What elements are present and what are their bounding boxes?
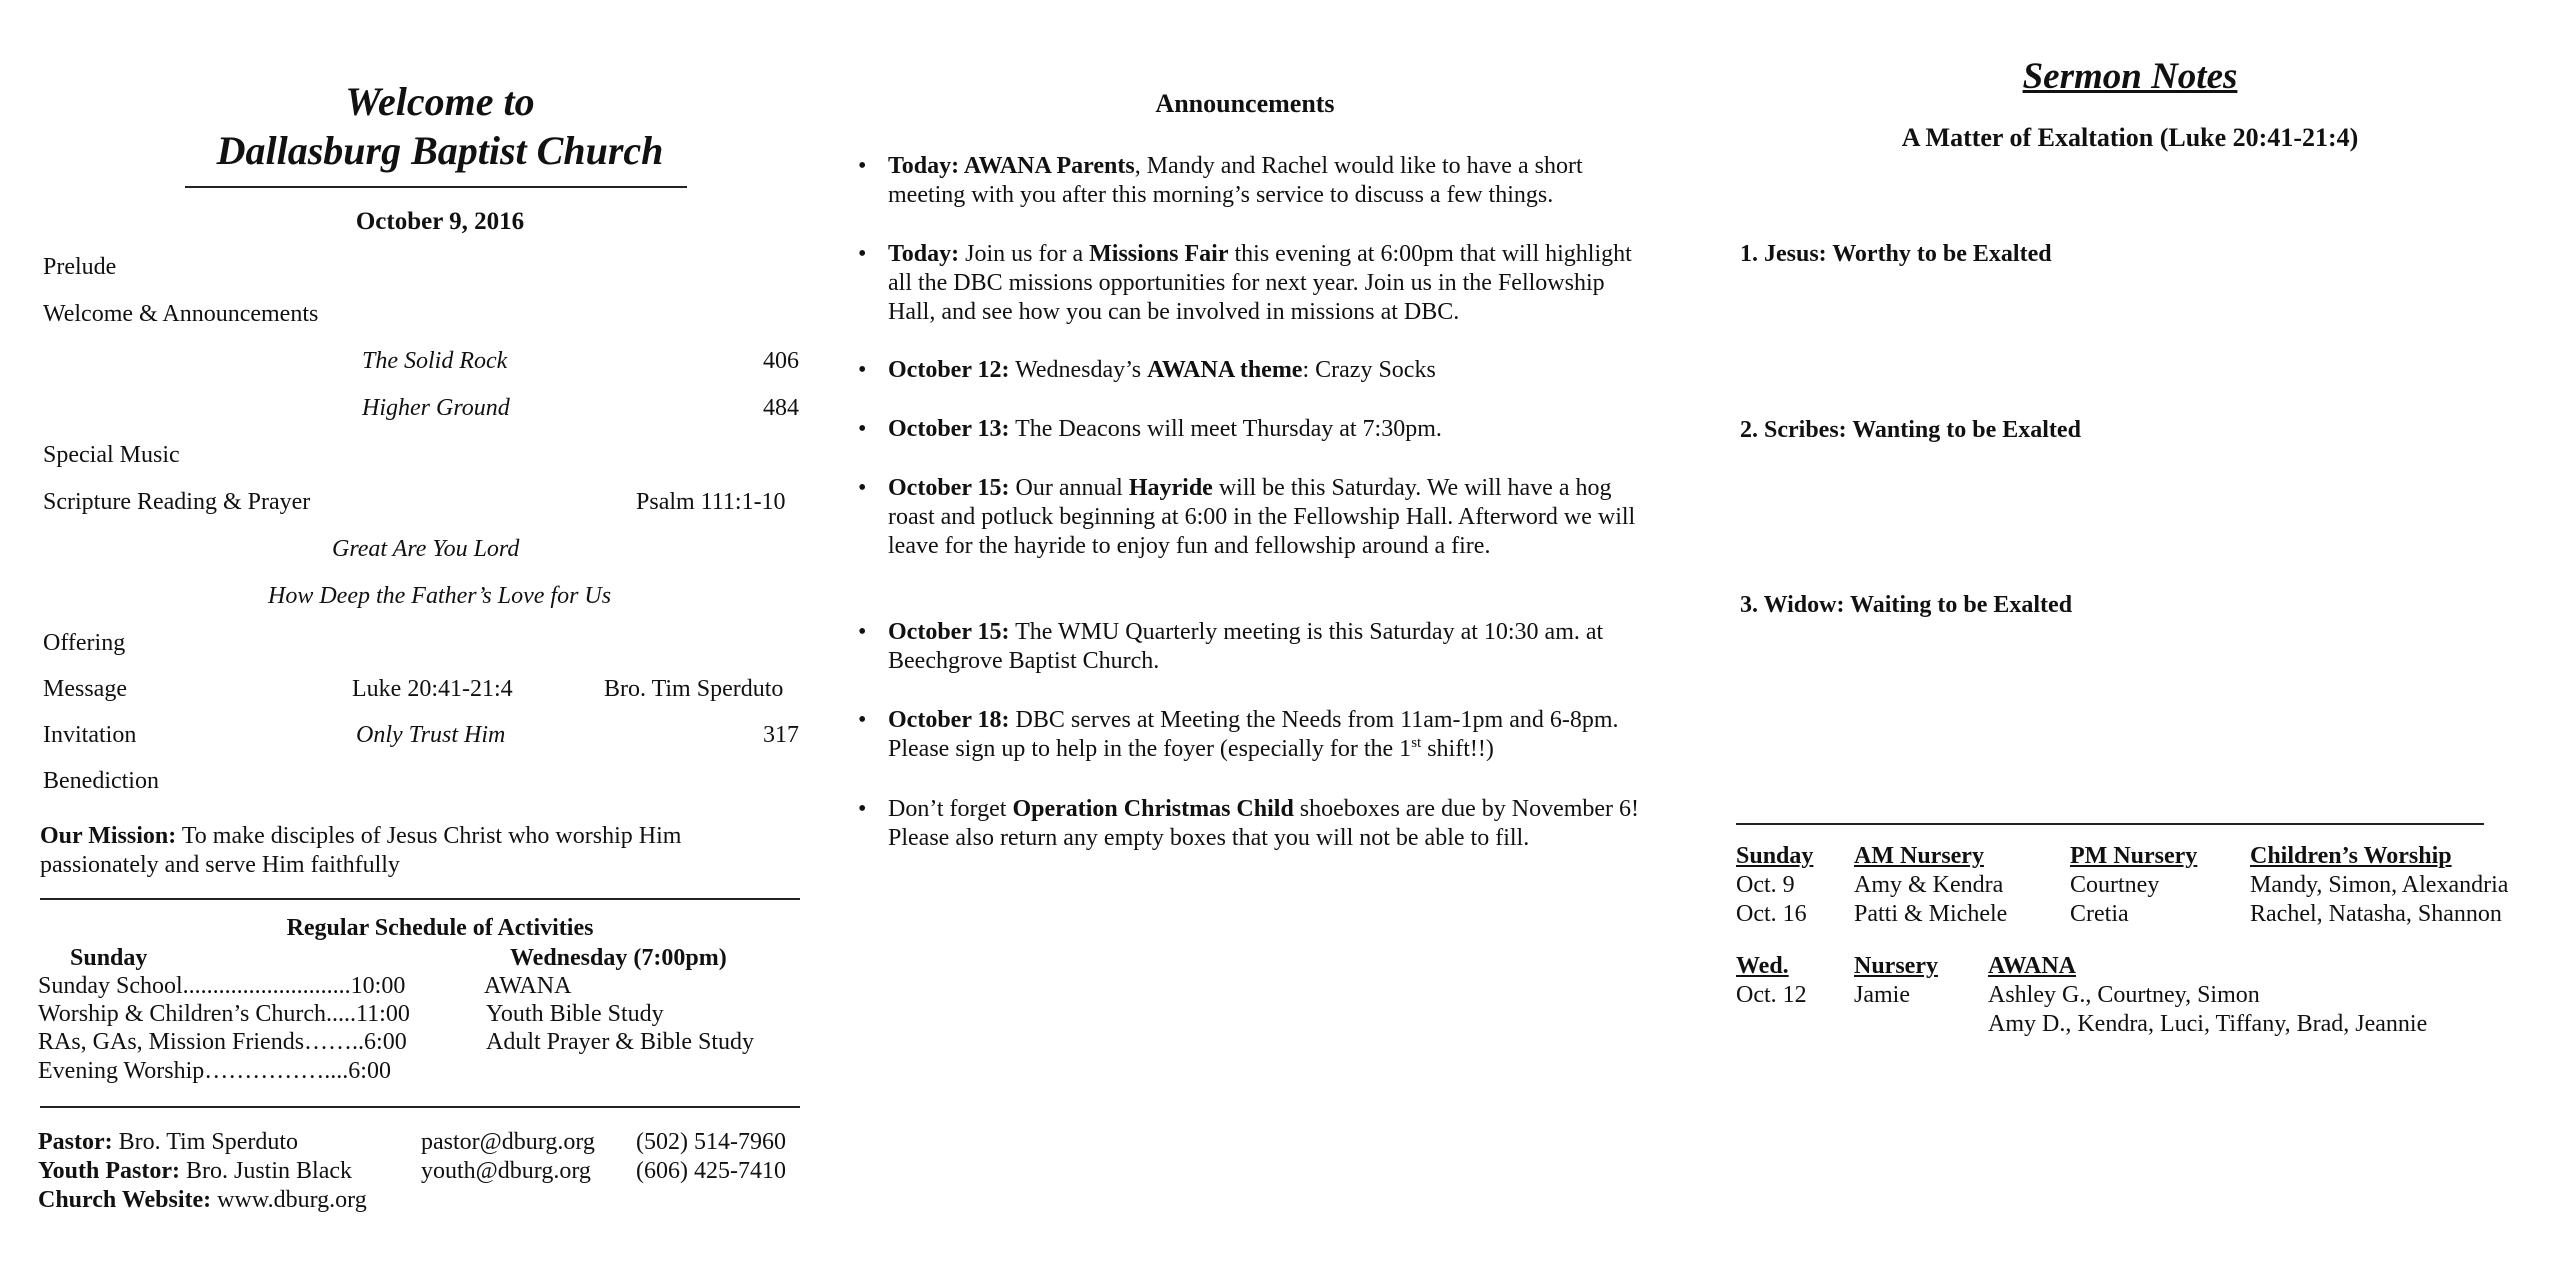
- announcement-text: Don’t forget: [888, 796, 1013, 822]
- announcement-item: [858, 618, 1648, 676]
- order-scripture: Scripture Reading & Prayer: [43, 489, 311, 515]
- nursery-row-date: Oct. 9: [1736, 872, 1795, 898]
- nursery-divider: [1736, 823, 2484, 825]
- welcome-title-line2: Dallasburg Baptist Church: [216, 127, 664, 173]
- nursery-childrens-worship-heading: Children’s Worship: [2250, 843, 2452, 869]
- announcement-bold: Today:: [888, 241, 960, 267]
- announcement-bold: Missions Fair: [1089, 241, 1229, 267]
- contact-website-url[interactable]: www.dburg.org: [211, 1187, 367, 1213]
- nursery-awana-heading: AWANA: [1988, 953, 2077, 979]
- schedule-sunday-item: Worship & Children’s Church.....11:00: [38, 1001, 410, 1027]
- order-scripture-reference: Psalm 111:1-10: [636, 489, 786, 515]
- nursery-row-pm: Courtney: [2070, 872, 2160, 898]
- announcement-text: Wednesday’s: [1009, 357, 1148, 383]
- bullet-icon: •: [858, 153, 867, 179]
- contact-youth-phone: (606) 425-7410: [636, 1158, 786, 1184]
- nursery-awana-line: Ashley G., Courtney, Simon: [1988, 982, 2260, 1008]
- nursery-wednesday-heading: Wed.: [1736, 953, 1789, 979]
- announcement-text: shoeboxes are due by November 6! Please also return any empty boxes that you will not be able to fill.: [888, 796, 1640, 851]
- sermon-point: 2. Scribes: Wanting to be Exalted: [1740, 417, 2081, 443]
- sermon-point: 1. Jesus: Worthy to be Exalted: [1740, 241, 2052, 267]
- nursery-row-cw: Rachel, Natasha, Shannon: [2250, 901, 2502, 927]
- schedule-sunday-item: RAs, GAs, Mission Friends……..6:00: [38, 1029, 407, 1055]
- order-welcome-announcements: Welcome & Announcements: [43, 301, 319, 327]
- announcement-bold: Today: AWANA Parents: [888, 153, 1135, 179]
- mission-text: To make disciples of Jesus Christ who worship Him passionately and serve Him faithfully: [40, 823, 682, 879]
- order-special-music: Special Music: [43, 442, 180, 468]
- announcement-text: , Mandy and Rachel would like to have a short meeting with you after this morning’s service to discuss a few things.: [888, 153, 1583, 208]
- schedule-wednesday-item: AWANA: [484, 973, 572, 999]
- contact-pastor-email[interactable]: pastor@dburg.org: [421, 1129, 595, 1155]
- order-invitation: Invitation: [43, 722, 137, 748]
- announcement-item: [858, 415, 1648, 444]
- mission-label: Our Mission:: [40, 823, 177, 849]
- welcome-title-line1: Welcome to: [345, 79, 535, 124]
- announcement-text: The WMU Quarterly meeting is this Saturday at 10:30 am. at Beechgrove Baptist Church.: [888, 619, 1604, 674]
- nursery-row-date: Oct. 16: [1736, 901, 1807, 927]
- announcements-title: Announcements: [1155, 89, 1335, 118]
- sermon-subtitle: A Matter of Exaltation (Luke 20:41-21:4): [1901, 123, 2359, 152]
- schedule-title: Regular Schedule of Activities: [286, 915, 594, 941]
- announcement-text: will be this Saturday. We will have a hog roast and potluck beginning at 6:00 in the Fellowship Hall. Afterword we will leave for the hayride to enjoy fun and fellowship around a fire.: [888, 475, 1636, 559]
- contact-website-label: Church Website:: [38, 1187, 212, 1213]
- bullet-icon: •: [858, 707, 867, 733]
- announcement-item: [858, 356, 1648, 385]
- contact-youth-pastor: [38, 1157, 352, 1186]
- schedule-sunday-item: Sunday School............................10:00: [38, 973, 406, 999]
- bullet-icon: •: [858, 619, 867, 645]
- schedule-divider: [40, 1106, 800, 1108]
- announcement-item: [858, 474, 1648, 560]
- order-song-1: Great Are You Lord: [332, 536, 520, 562]
- mission-divider: [40, 898, 800, 900]
- nursery-row-am: Patti & Michele: [1854, 901, 2008, 927]
- nursery-wed-worker: Jamie: [1854, 982, 1910, 1008]
- announcement-bold: October 15:: [888, 475, 1010, 501]
- title-divider: [185, 186, 687, 188]
- order-offering: Offering: [43, 630, 126, 656]
- contact-pastor-phone: (502) 514-7960: [636, 1129, 786, 1155]
- announcement-superscript: st: [1411, 734, 1422, 751]
- order-invitation-hymn: Only Trust Him: [356, 722, 506, 748]
- announcement-bold: Operation Christmas Child: [1012, 796, 1294, 822]
- announcement-bold: Hayride: [1128, 475, 1213, 501]
- nursery-row-pm: Cretia: [2070, 901, 2129, 927]
- announcement-text: The Deacons will meet Thursday at 7:30pm.: [1009, 416, 1442, 442]
- announcement-text: this evening at 6:00pm that will highlight all the DBC missions opportunities for next year. Join us in the Fellowship Hall, and see how you can be involved in missions at DBC.: [888, 241, 1632, 325]
- order-benediction: Benediction: [43, 768, 159, 794]
- announcement-text: shift!!): [1421, 735, 1494, 762]
- announcement-item: [858, 152, 1648, 210]
- order-song-2: How Deep the Father’s Love for Us: [268, 583, 612, 609]
- bullet-icon: •: [858, 475, 867, 501]
- nursery-wed-nursery-heading: Nursery: [1854, 953, 1938, 979]
- announcement-text: Join us for a: [959, 241, 1090, 267]
- mission-statement: [40, 822, 760, 881]
- announcement-item: [858, 240, 1648, 326]
- sermon-notes-title: Sermon Notes: [2022, 56, 2238, 97]
- schedule-sunday-heading: Sunday: [70, 945, 148, 971]
- bullet-icon: •: [858, 241, 867, 267]
- nursery-wed-date: Oct. 12: [1736, 982, 1807, 1008]
- announcement-bold: October 18:: [888, 707, 1010, 733]
- contact-youth-label: Youth Pastor:: [38, 1158, 180, 1184]
- contact-youth-email[interactable]: youth@dburg.org: [421, 1158, 591, 1184]
- bulletin-date: October 9, 2016: [355, 208, 525, 235]
- order-hymn-2-title: Higher Ground: [362, 395, 510, 421]
- contact-website: [38, 1186, 367, 1215]
- schedule-wednesday-item: Adult Prayer & Bible Study: [486, 1029, 754, 1055]
- bullet-icon: •: [858, 357, 867, 383]
- contact-pastor-name: Bro. Tim Sperduto: [112, 1129, 299, 1155]
- schedule-sunday-item: Evening Worship……………....6:00: [38, 1058, 391, 1084]
- announcement-bold: October 12:: [888, 357, 1010, 383]
- nursery-row-cw: Mandy, Simon, Alexandria: [2250, 872, 2509, 898]
- announcement-text: : Crazy Socks: [1302, 357, 1436, 383]
- order-prelude: Prelude: [43, 254, 117, 280]
- welcome-title: [150, 78, 730, 176]
- announcement-bold: October 13:: [888, 416, 1010, 442]
- announcement-bold: AWANA theme: [1147, 357, 1303, 383]
- sermon-point: 3. Widow: Waiting to be Exalted: [1740, 592, 2073, 618]
- order-message-reference: Luke 20:41-21:4: [352, 676, 513, 702]
- contact-youth-name: Bro. Justin Black: [180, 1158, 352, 1184]
- nursery-am-heading: AM Nursery: [1854, 843, 1984, 869]
- announcement-text: Our annual: [1009, 475, 1129, 501]
- nursery-sunday-heading: Sunday: [1736, 843, 1814, 869]
- schedule-wednesday-item: Youth Bible Study: [486, 1001, 664, 1027]
- order-invitation-number: 317: [763, 722, 799, 748]
- announcement-bold: October 15:: [888, 619, 1010, 645]
- nursery-awana-line: Amy D., Kendra, Luci, Tiffany, Brad, Jeannie: [1988, 1011, 2428, 1037]
- bullet-icon: •: [858, 796, 867, 822]
- nursery-pm-heading: PM Nursery: [2070, 843, 2198, 869]
- order-hymn-1-title: The Solid Rock: [362, 348, 508, 374]
- bullet-icon: •: [858, 416, 867, 442]
- contact-pastor-label: Pastor:: [38, 1129, 113, 1155]
- order-hymn-2-number: 484: [763, 395, 799, 421]
- announcement-item: [858, 795, 1648, 853]
- contact-pastor: [38, 1128, 298, 1157]
- nursery-row-am: Amy & Kendra: [1854, 872, 2004, 898]
- announcement-text: DBC serves at Meeting the Needs from 11am-1pm and 6-8pm. Please sign up to help in the foyer (especially for the 1: [888, 707, 1619, 762]
- order-message: Message: [43, 676, 127, 702]
- order-message-speaker: Bro. Tim Sperduto: [604, 676, 784, 702]
- order-hymn-1-number: 406: [763, 348, 799, 374]
- announcement-item: [858, 706, 1648, 764]
- schedule-wednesday-heading: Wednesday (7:00pm): [510, 945, 727, 971]
